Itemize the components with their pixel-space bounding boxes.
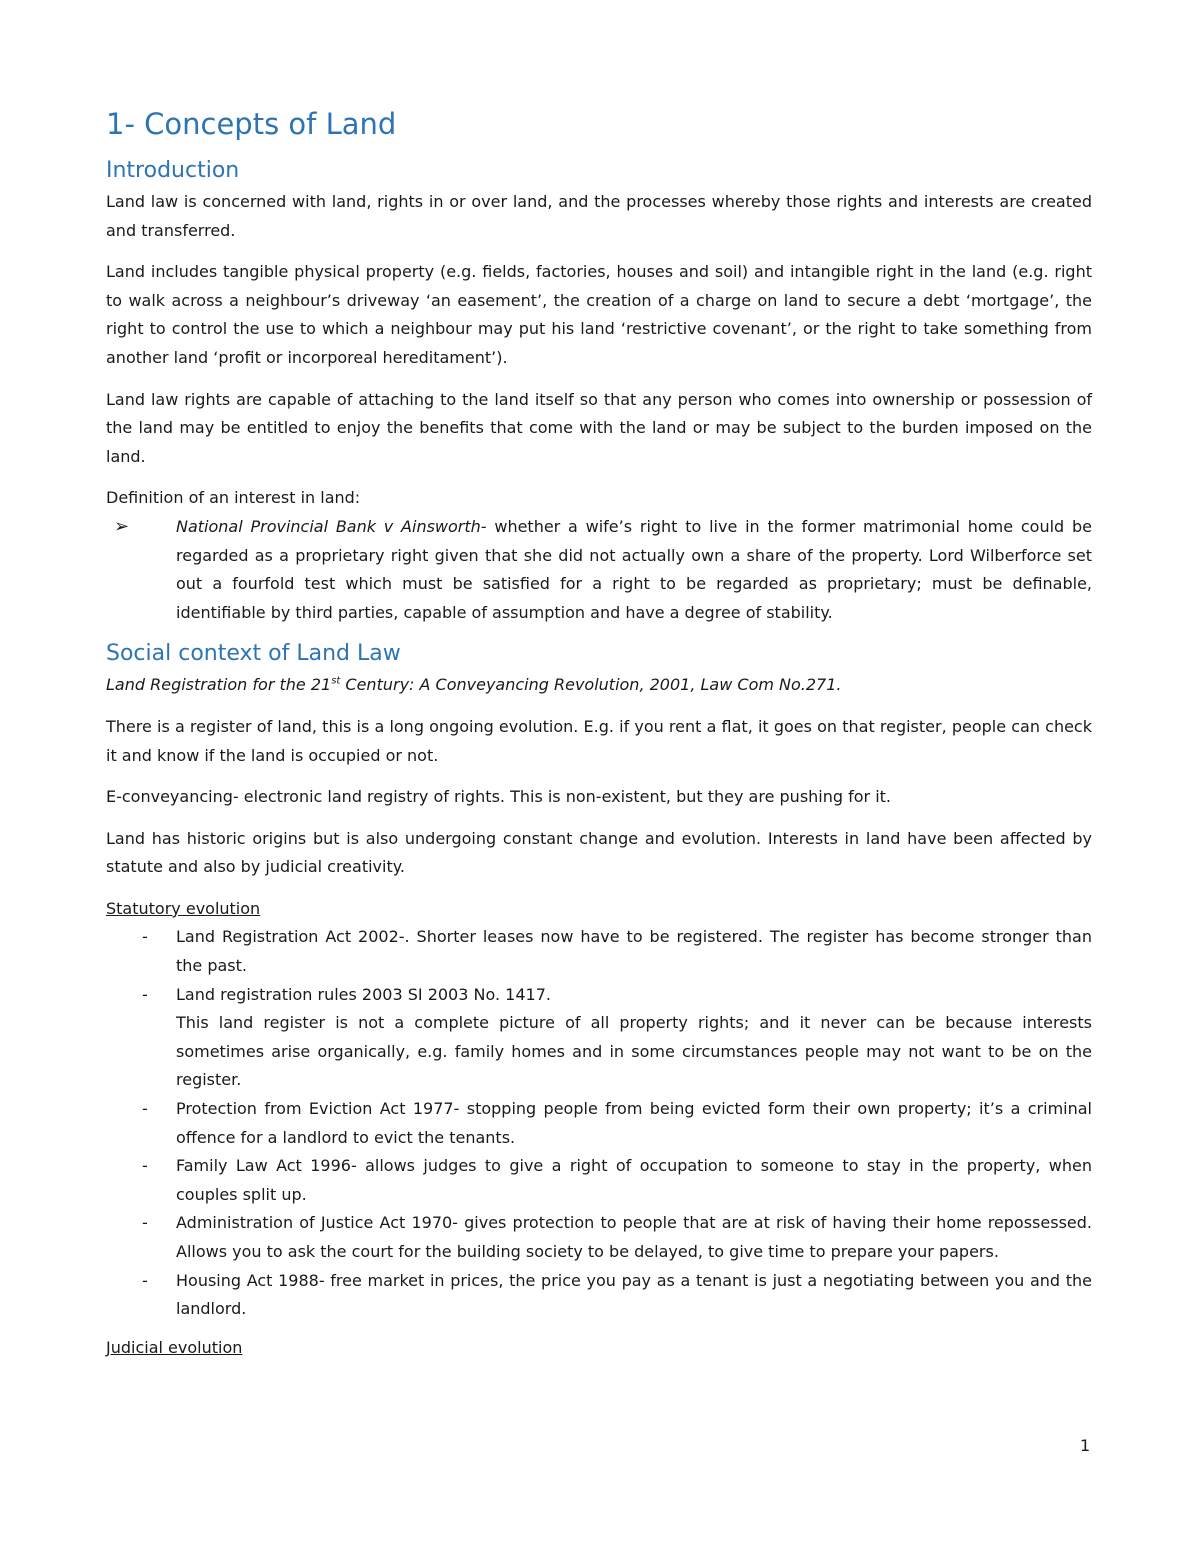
case-name: National Provincial Bank v Ainsworth-	[176, 516, 487, 536]
item-text: Administration of Justice Act 1970- gives protection to people that are at risk of having their home repossessed. Allows you to ask the court for the building society to be delayed, to give time to prepare your papers.	[176, 1213, 1092, 1261]
case-text: whether a wife’s right to live in the former matrimonial home could be regarded as a proprietary right given that she did not actually own a share of the property. Lord Wilberforce set out a fourfold test which must be satisfied for a right to be regarded as proprietary; must be definable, identifiable by third parties, capable of assumption and have a degree of stability.	[176, 516, 1092, 622]
statutory-list	[106, 923, 1092, 1323]
list-item	[106, 1152, 1092, 1209]
social-paragraph-1: There is a register of land, this is a long ongoing evolution. E.g. if you rent a flat, it goes on that register, people can check it and know if the land is occupied or not.	[106, 716, 1092, 765]
list-item	[106, 923, 1092, 980]
item-text: Protection from Eviction Act 1977- stopping people from being evicted form their own property; it’s a criminal offence for a landlord to evict the tenants.	[176, 1099, 1092, 1147]
item-text: Land Registration Act 2002-. Shorter leases now have to be registered. The register has become stronger than the past.	[176, 927, 1092, 976]
introduction-heading: Introduction	[106, 158, 240, 183]
law-com-reference	[106, 671, 1092, 700]
ref-superscript: st	[331, 675, 341, 687]
document-title: 1- Concepts of Land	[106, 107, 397, 141]
ref-part2: Century: A Conveyancing Revolution, 2001, Law Com No.271.	[340, 675, 842, 695]
page-number: 1	[1080, 1436, 1091, 1455]
dash-bullet-icon: -	[142, 1099, 148, 1119]
list-item	[106, 981, 1092, 1095]
item-text: Housing Act 1988- free market in prices, the price you pay as a tenant is just a negotiating between you and the landlord.	[176, 1270, 1092, 1319]
case-list	[106, 513, 1092, 627]
dash-bullet-icon: -	[142, 984, 148, 1004]
intro-paragraph-3: Land law rights are capable of attaching to the land itself so that any person who comes into ownership or possession of the land may be entitled to enjoy the benefits that come with the land or may be subject to the burden imposed on the land.	[106, 389, 1092, 466]
item-text: Land registration rules 2003 SI 2003 No. 1417.	[176, 984, 551, 1004]
list-item	[106, 513, 1092, 627]
list-item	[106, 1267, 1092, 1324]
item-text: Family Law Act 1996- allows judges to give a right of occupation to someone to stay in the property, when couples split up.	[176, 1156, 1092, 1204]
social-paragraph-2: E-conveyancing- electronic land registry of rights. This is non-existent, but they are pushing for it.	[106, 787, 892, 807]
dash-bullet-icon: -	[142, 927, 148, 947]
list-item	[106, 1209, 1092, 1266]
dash-bullet-icon: -	[142, 1213, 148, 1233]
document-page	[106, 100, 1092, 1362]
definition-label: Definition of an interest in land:	[106, 488, 361, 508]
social-paragraph-3: Land has historic origins but is also undergoing constant change and evolution. Interests in land have been affected by statute and also by judicial creativity.	[106, 828, 1092, 877]
dash-bullet-icon: -	[142, 1156, 148, 1176]
intro-paragraph-2: Land includes tangible physical property (e.g. fields, factories, houses and soil) and intangible right in the land (e.g. right to walk across a neighbour’s driveway ‘an easement’, the creation of a charge on land to secure a debt ‘mortgage’, the right to control the use to which a neighbour may put his land ‘restrictive covenant’, or the right to take something from another land ‘profit or incorporeal hereditament’).	[106, 262, 1092, 367]
ref-part1: Land Registration for the 21	[106, 675, 332, 695]
item-extra-text: This land register is not a complete picture of all property rights; and it never can be because interests sometimes arise organically, e.g. family homes and in some circumstances people may not want to be on the register.	[176, 1013, 1092, 1090]
judicial-evolution-heading: Judicial evolution	[106, 1337, 243, 1357]
social-context-heading: Social context of Land Law	[106, 641, 401, 667]
statutory-evolution-heading: Statutory evolution	[106, 898, 261, 918]
list-item	[106, 1095, 1092, 1152]
dash-bullet-icon: -	[142, 1270, 148, 1290]
arrow-bullet-icon: ➢	[114, 515, 130, 537]
intro-paragraph-1: Land law is concerned with land, rights in or over land, and the processes whereby those rights and interests are created and transferred.	[106, 192, 1092, 240]
